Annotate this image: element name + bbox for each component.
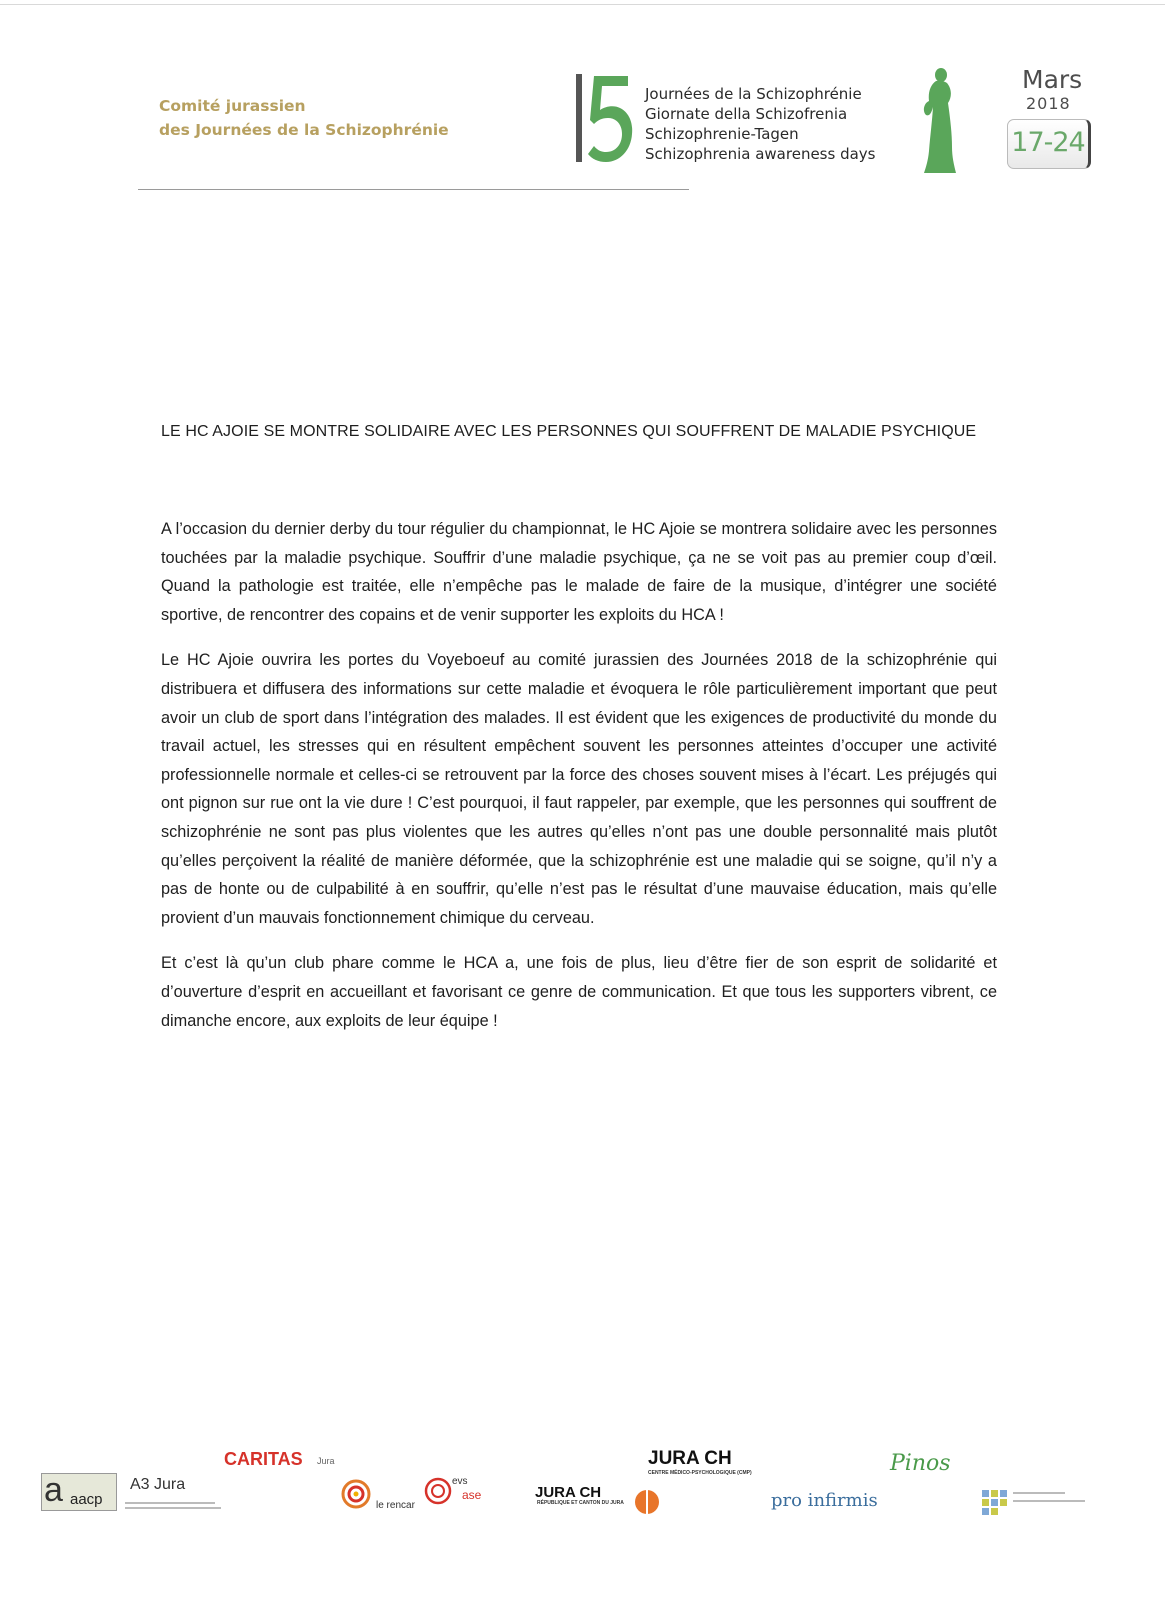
aacp-logo-letter: a <box>44 1471 63 1509</box>
event-year: 2018 <box>1026 94 1071 113</box>
header-divider <box>138 189 689 190</box>
days-name-en: Schizophrenia awareness days <box>645 145 876 163</box>
evs-logo-text: evs <box>452 1476 468 1487</box>
jura-canton-logo-sub: RÉPUBLIQUE ET CANTON DU JURA <box>537 1500 624 1506</box>
article-paragraph-1: A l’occasion du dernier derby du tour régulier du championnat, le HC Ajoie se montrera solidaire avec les personnes touchées par la maladie psychique. Souffrir d’une maladie psychique, ça ne se voit pas au premier coup d’œil. Quand la pathologie est traitée, elle n’empêche pas le malade de faire de la musique, d’intégrer une société sportive, de rencontrer des copains et de venir supporter les exploits du HCA ! <box>161 520 997 624</box>
committee-name-line2: des Journées de la Schizophrénie <box>159 121 449 139</box>
event-date-range: 17-24 <box>1011 127 1085 158</box>
evs-ase-swirl-icon <box>424 1476 452 1506</box>
article-body <box>161 515 997 1052</box>
a3-jura-logo: A3 Jura <box>130 1476 186 1493</box>
document-title: LE HC AJOIE SE MONTRE SOLIDAIRE AVEC LES PERSONNES QUI SOUFFRENT DE MALADIE PSYCHIQUE <box>161 423 977 440</box>
caritas-logo: CARITAS <box>224 1449 303 1469</box>
article-paragraph-3: Et c’est là qu’un club phare comme le HCA a, une fois de plus, lieu d’être fier de son esprit de solidarité et d’ouverture d’esprit en accueillant et favorisant ce genre de communication. Et que tous les supporters vibrent, ce dimanche encore, aux exploits de leur équipe ! <box>161 954 997 1030</box>
caritas-logo-sub: Jura <box>317 1456 335 1466</box>
aacp-logo <box>41 1473 117 1511</box>
mental-health-network-grid-icon <box>980 1488 1010 1518</box>
days-name-it: Giornate della Schizofrenia <box>645 105 848 123</box>
statue-figure-icon <box>912 67 964 175</box>
ase-logo-text: ase <box>462 1488 482 1502</box>
article-paragraph-2: Le HC Ajoie ouvrira les portes du Voyeboeuf au comité jurassien des Journées 2018 de la schizophrénie qui distribuera et diffusera des informations sur cette maladie et évoquera le rôle particulièrement important que peut avoir un club de sport dans l’intégration des malades. Il est évident que les exigences de productivité du monde du travail actuel, les stresses qui en résultent empêchent souvent les personnes atteintes d’occuper une activité professionnelle normale et celles-ci se retrouvent par la force des choses souvent mises à l’écart. Les préjugés qui ont pignon sur rue ont la vie dure ! C’est pourquoi, il faut rappeler, par exemple, que les personnes qui souffrent de schizophrénie ne sont pas plus violentes que les autres qu’elles n’ont pas une double personnalité mais plutôt qu’elles perçoivent la réalité de manière déformée, que la schizophrénie est une maladie qui se soigne, qu’il n’y a pas de honte ou de culpabilité à en souffrir, qu’elle n’est pas le résultat d’une mauvaise éducation, mais qu’elle provient d’un mauvais fonctionnement chimique du cerveau. <box>161 651 997 927</box>
days-name-fr: Journées de la Schizophrénie <box>645 85 862 103</box>
days-name-de: Schizophrenie-Tagen <box>645 125 799 143</box>
scan-edge-line <box>0 4 1165 5</box>
committee-name <box>159 94 449 142</box>
orange-circle-icon <box>633 1488 661 1516</box>
le-rencar-logo-text: le rencar <box>376 1500 415 1511</box>
a3-jura-logo-fineprint <box>125 1501 225 1513</box>
committee-name-line1: Comité jurassien <box>159 97 306 115</box>
edition-15-logo <box>576 72 634 166</box>
jura-cmp-logo-sub: CENTRE MÉDICO-PSYCHOLOGIQUE (CMP) <box>648 1470 752 1476</box>
pro-infirmis-logo: pro infirmis <box>771 1490 878 1511</box>
aacp-logo-text: aacp <box>70 1491 103 1508</box>
mental-health-network-fineprint <box>1013 1490 1089 1512</box>
awareness-days-names <box>645 84 875 164</box>
jura-canton-logo: JURA CH <box>535 1484 602 1501</box>
event-month: Mars <box>1022 65 1083 94</box>
jura-cmp-logo: JURA CH <box>648 1448 732 1469</box>
pinos-logo: Pinos <box>890 1451 951 1476</box>
event-date-box <box>1007 119 1091 169</box>
